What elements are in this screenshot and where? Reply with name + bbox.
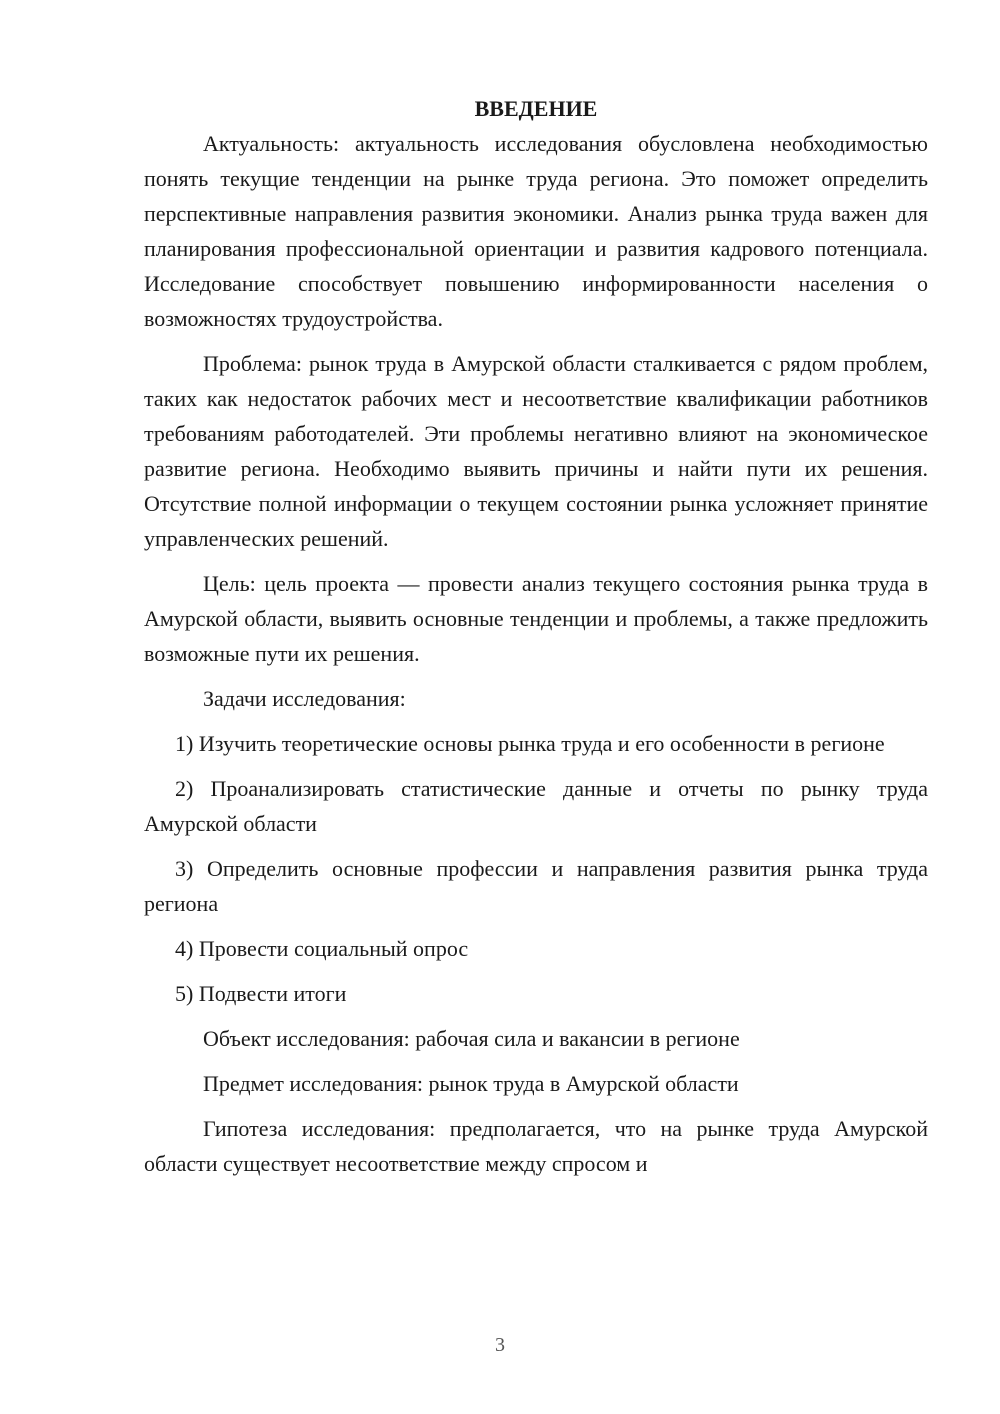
list-item: 2) Проанализировать статистические данные и отчеты по рынку труда Амурской области — [144, 776, 928, 836]
page-title: ВВЕДЕНИЕ — [474, 96, 598, 121]
tasks-heading: Задачи исследования: — [203, 686, 406, 711]
document-page — [144, 92, 928, 1191]
subject-paragraph: Предмет исследования: рынок труда в Амурской области — [203, 1071, 739, 1096]
problem-paragraph: Проблема: рынок труда в Амурской области сталкивается с рядом проблем, таких как недостаток рабочих мест и несоответствие квалификации работников требованиям работодателей. Эти проблемы негативно влияют на экономическое развитие региона. Необходимо выявить причины и найти пути их решения. Отсутствие полной информации о текущем состоянии рынка усложняет принятие управленческих решений. — [144, 351, 928, 551]
relevance-paragraph: Актуальность: актуальность исследования обусловлена необходимостью понять текущие тенденции на рынке труда региона. Это поможет определить перспективные направления развития экономики. Анализ рынка труда важен для планирования профессиональной ориентации и развития кадрового потенциала. Исследование способствует повышению информированности населения о возможностях трудоустройства. — [144, 131, 928, 331]
list-item: 5) Подвести итоги — [175, 981, 347, 1006]
list-item: 4) Провести социальный опрос — [175, 936, 469, 961]
list-item: 1) Изучить теоретические основы рынка труда и его особенности в регионе — [175, 731, 885, 756]
object-paragraph: Объект исследования: рабочая сила и вакансии в регионе — [203, 1026, 740, 1051]
tasks-list — [144, 726, 928, 1011]
goal-paragraph: Цель: цель проекта — провести анализ текущего состояния рынка труда в Амурской области, выявить основные тенденции и проблемы, а также предложить возможные пути их решения. — [144, 571, 928, 666]
list-item: 3) Определить основные профессии и направления развития рынка труда региона — [144, 856, 928, 916]
page-number: 3 — [495, 1334, 505, 1356]
hypothesis-paragraph: Гипотеза исследования: предполагается, что на рынке труда Амурской области существует несоответствие между спросом и — [144, 1116, 928, 1176]
